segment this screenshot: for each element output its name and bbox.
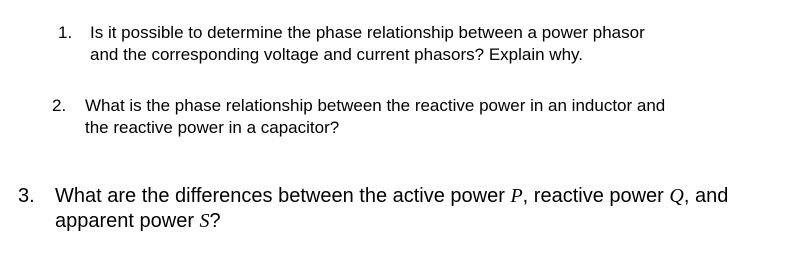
question-2-line-2: the reactive power in a capacitor? [85,118,340,137]
question-2-text [85,95,772,139]
question-3-text-part-3: , and [683,185,729,207]
question-1-text [90,22,778,66]
question-2-number: 2. [52,96,67,115]
question-3-text-part-4: apparent power [55,210,200,232]
question-1-line-1: Is it possible to determine the phase relationship between a power phasor [90,23,645,42]
question-1-line-2: and the corresponding voltage and current phasors? Explain why. [90,45,583,64]
question-3-text-part-1: What are the differences between the active power [55,185,511,207]
reactive-power-symbol: Q [669,185,684,207]
question-3-text-part-5: ? [209,210,221,232]
question-1 [58,22,778,66]
question-3-text-part-2: , reactive power [522,185,670,207]
question-3 [18,184,778,234]
question-3-text [55,184,778,234]
question-2-line-1: What is the phase relationship between the reactive power in an inductor and [85,96,666,115]
question-1-number: 1. [58,23,73,42]
active-power-symbol: P [510,185,523,207]
question-3-number: 3. [18,185,35,207]
question-2 [52,95,772,139]
apparent-power-symbol: S [199,210,210,232]
